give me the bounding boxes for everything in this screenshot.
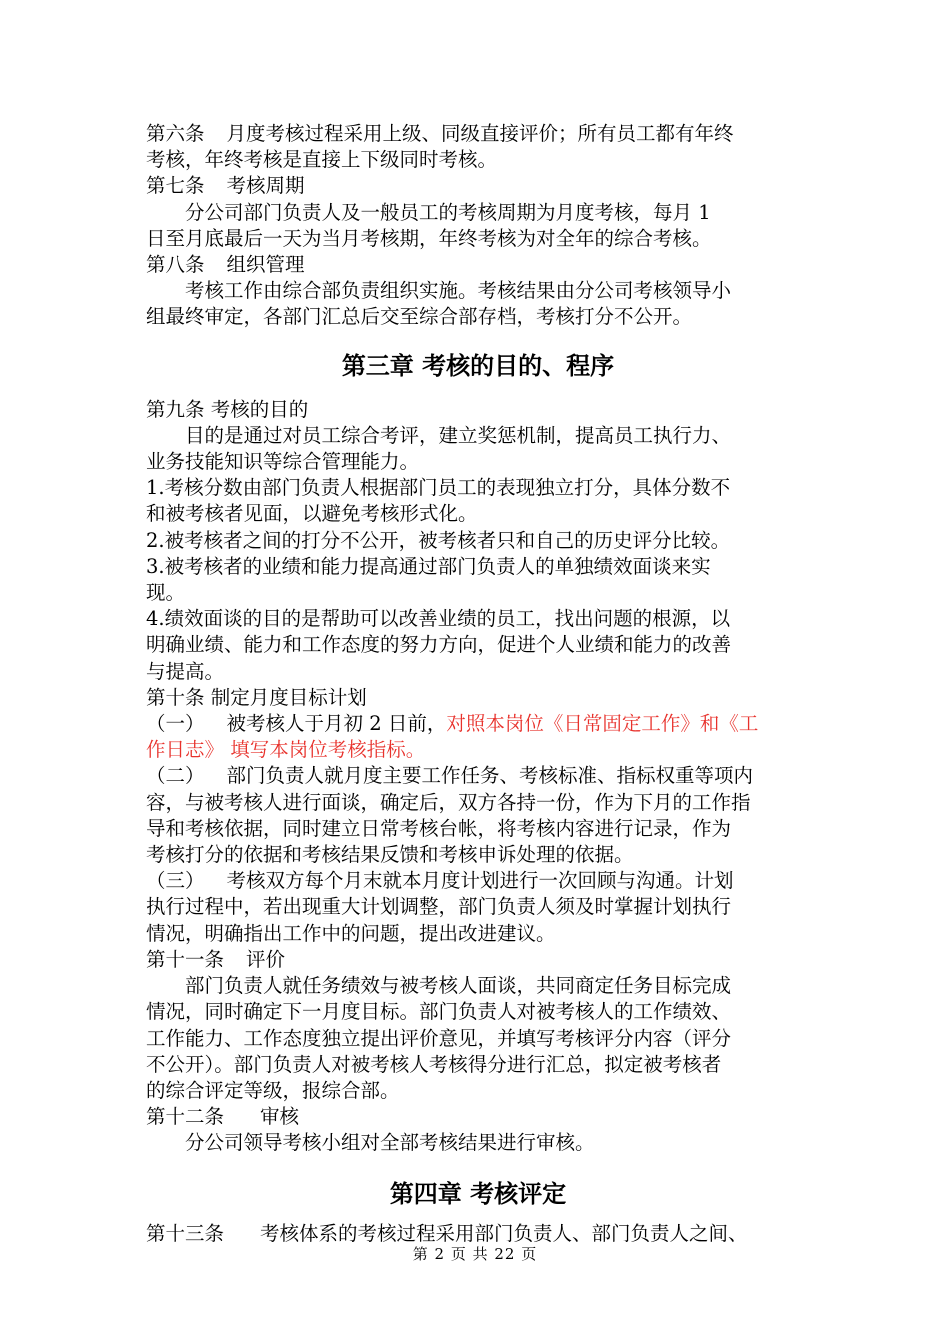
article10-step2-line4: 考核打分的依据和考核结果反馈和考核申诉处理的依据。 — [146, 843, 634, 867]
article7-heading-line — [146, 173, 810, 199]
article13-text: 考核体系的考核过程采用部门负责人、部门负责人之间、 — [260, 1221, 748, 1245]
article7-line2: 日至月底最后一天为当月考核期，年终考核为对全年的综合考核。 — [146, 226, 712, 250]
article13-line1 — [146, 1221, 810, 1247]
article11-line5: 的综合评定等级，报综合部。 — [146, 1078, 400, 1102]
article6-text-1: 月度考核过程采用上级、同级直接评价；所有员工都有年终 — [226, 122, 734, 145]
article9-item4-line1: 4.绩效面谈的目的是帮助可以改善业绩的员工，找出问题的根源，以 — [146, 607, 731, 631]
article9-item4-line2: 明确业绩、能力和工作态度的努力方向，促进个人业绩和能力的改善 — [146, 633, 732, 657]
article11-line1: 部门负责人就任务绩效与被考核人面谈，共同商定任务目标完成 — [185, 974, 732, 998]
article10-step3-label: （三） — [146, 869, 205, 893]
article10-step3-text: 考核双方每个月末就本月度计划进行一次回顾与沟通。计划 — [226, 869, 734, 893]
article8-heading: 第八条 — [146, 253, 205, 277]
chapter4-title: 第四章 考核评定 — [389, 1179, 567, 1208]
article10-step1-label: （一） — [146, 712, 205, 736]
article12-title: 审核 — [260, 1105, 300, 1129]
article11-line2: 情况，同时确定下一月度目标。部门负责人对被考核人的工作绩效、 — [146, 1000, 732, 1024]
article10-step3-line3: 情况，明确指出工作中的问题，提出改进建议。 — [146, 921, 556, 945]
article6-heading: 第六条 — [146, 122, 205, 145]
article7-title: 考核周期 — [226, 174, 305, 198]
article7-line1: 分公司部门负责人及一般员工的考核周期为月度考核，每月 1 — [185, 200, 711, 224]
chapter3-title: 第三章 考核的目的、程序 — [341, 351, 615, 380]
article12-heading: 第十二条 — [146, 1105, 225, 1129]
article12-line1: 分公司领导考核小组对全部考核结果进行审核。 — [185, 1131, 595, 1155]
article12-heading-line — [146, 1104, 810, 1130]
article11-heading: 第十一条 — [146, 947, 225, 971]
article10-step2-line1 — [146, 763, 810, 789]
article8-line1: 考核工作由综合部负责组织实施。考核结果由分公司考核领导小 — [185, 279, 732, 303]
article11-line4: 不公开）。部门负责人对被考核人考核得分进行汇总，拟定被考核者 — [146, 1052, 722, 1076]
article9-item3-line1: 3.被考核者的业绩和能力提高通过部门负责人的单独绩效面谈来实 — [146, 554, 711, 578]
page-footer: 第 2 页 共 22 页 — [412, 1245, 538, 1263]
article9-item4-line3: 与提高。 — [146, 659, 225, 683]
article10-step2-label: （二） — [146, 764, 205, 788]
article6-line2: 考核，年终考核是直接上下级同时考核。 — [146, 148, 498, 172]
article8-line2: 组最终审定，各部门汇总后交至综合部存档，考核打分不公开。 — [146, 305, 693, 329]
article10-step3-line1 — [146, 868, 810, 894]
article10-step1-text: 被考核人于月初 2 日前， — [226, 712, 447, 736]
article8-title: 组织管理 — [226, 253, 305, 277]
article9-item1-line2: 和被考核者见面，以避免考核形式化。 — [146, 502, 478, 526]
article10-step2-line3: 导和考核依据，同时建立日常考核台帐，将考核内容进行记录，作为 — [146, 816, 732, 840]
article9-intro-line2: 业务技能知识等综合管理能力。 — [146, 450, 420, 474]
document-page — [146, 121, 810, 1247]
article6-line1 — [146, 121, 810, 147]
article10-step1-line1 — [146, 711, 810, 737]
article9-item3-line2: 现。 — [146, 581, 186, 605]
article10-step2-text: 部门负责人就月度主要工作任务、考核标准、指标权重等项内 — [226, 764, 754, 788]
article10-step1-highlight-2: 作日志》 填写本岗位考核指标。 — [146, 738, 426, 762]
article11-line3: 工作能力、工作态度独立提出评价意见，并填写考核评分内容（评分 — [146, 1026, 732, 1050]
article10-step3-line2: 执行过程中，若出现重大计划调整，部门负责人须及时掌握计划执行 — [146, 895, 732, 919]
article10-heading: 第十条 制定月度目标计划 — [146, 685, 367, 709]
article9-heading: 第九条 考核的目的 — [146, 397, 309, 421]
article11-title: 评价 — [246, 947, 286, 971]
article10-step1-highlight-1: 对照本岗位《日常固定工作》和《工 — [446, 712, 759, 736]
article10-step2-line2: 容，与被考核人进行面谈，确定后，双方各持一份，作为下月的工作指 — [146, 790, 751, 814]
article13-heading: 第十三条 — [146, 1221, 225, 1245]
article7-heading: 第七条 — [146, 174, 205, 198]
article11-heading-line — [146, 947, 810, 973]
article9-intro-line1: 目的是通过对员工综合考评，建立奖惩机制，提高员工执行力、 — [185, 423, 732, 447]
article9-item1-line1: 1.考核分数由部门负责人根据部门员工的表现独立打分，具体分数不 — [146, 476, 731, 500]
article9-item2-line1: 2.被考核者之间的打分不公开，被考核者只和自己的历史评分比较。 — [146, 528, 731, 552]
article8-heading-line — [146, 252, 810, 278]
